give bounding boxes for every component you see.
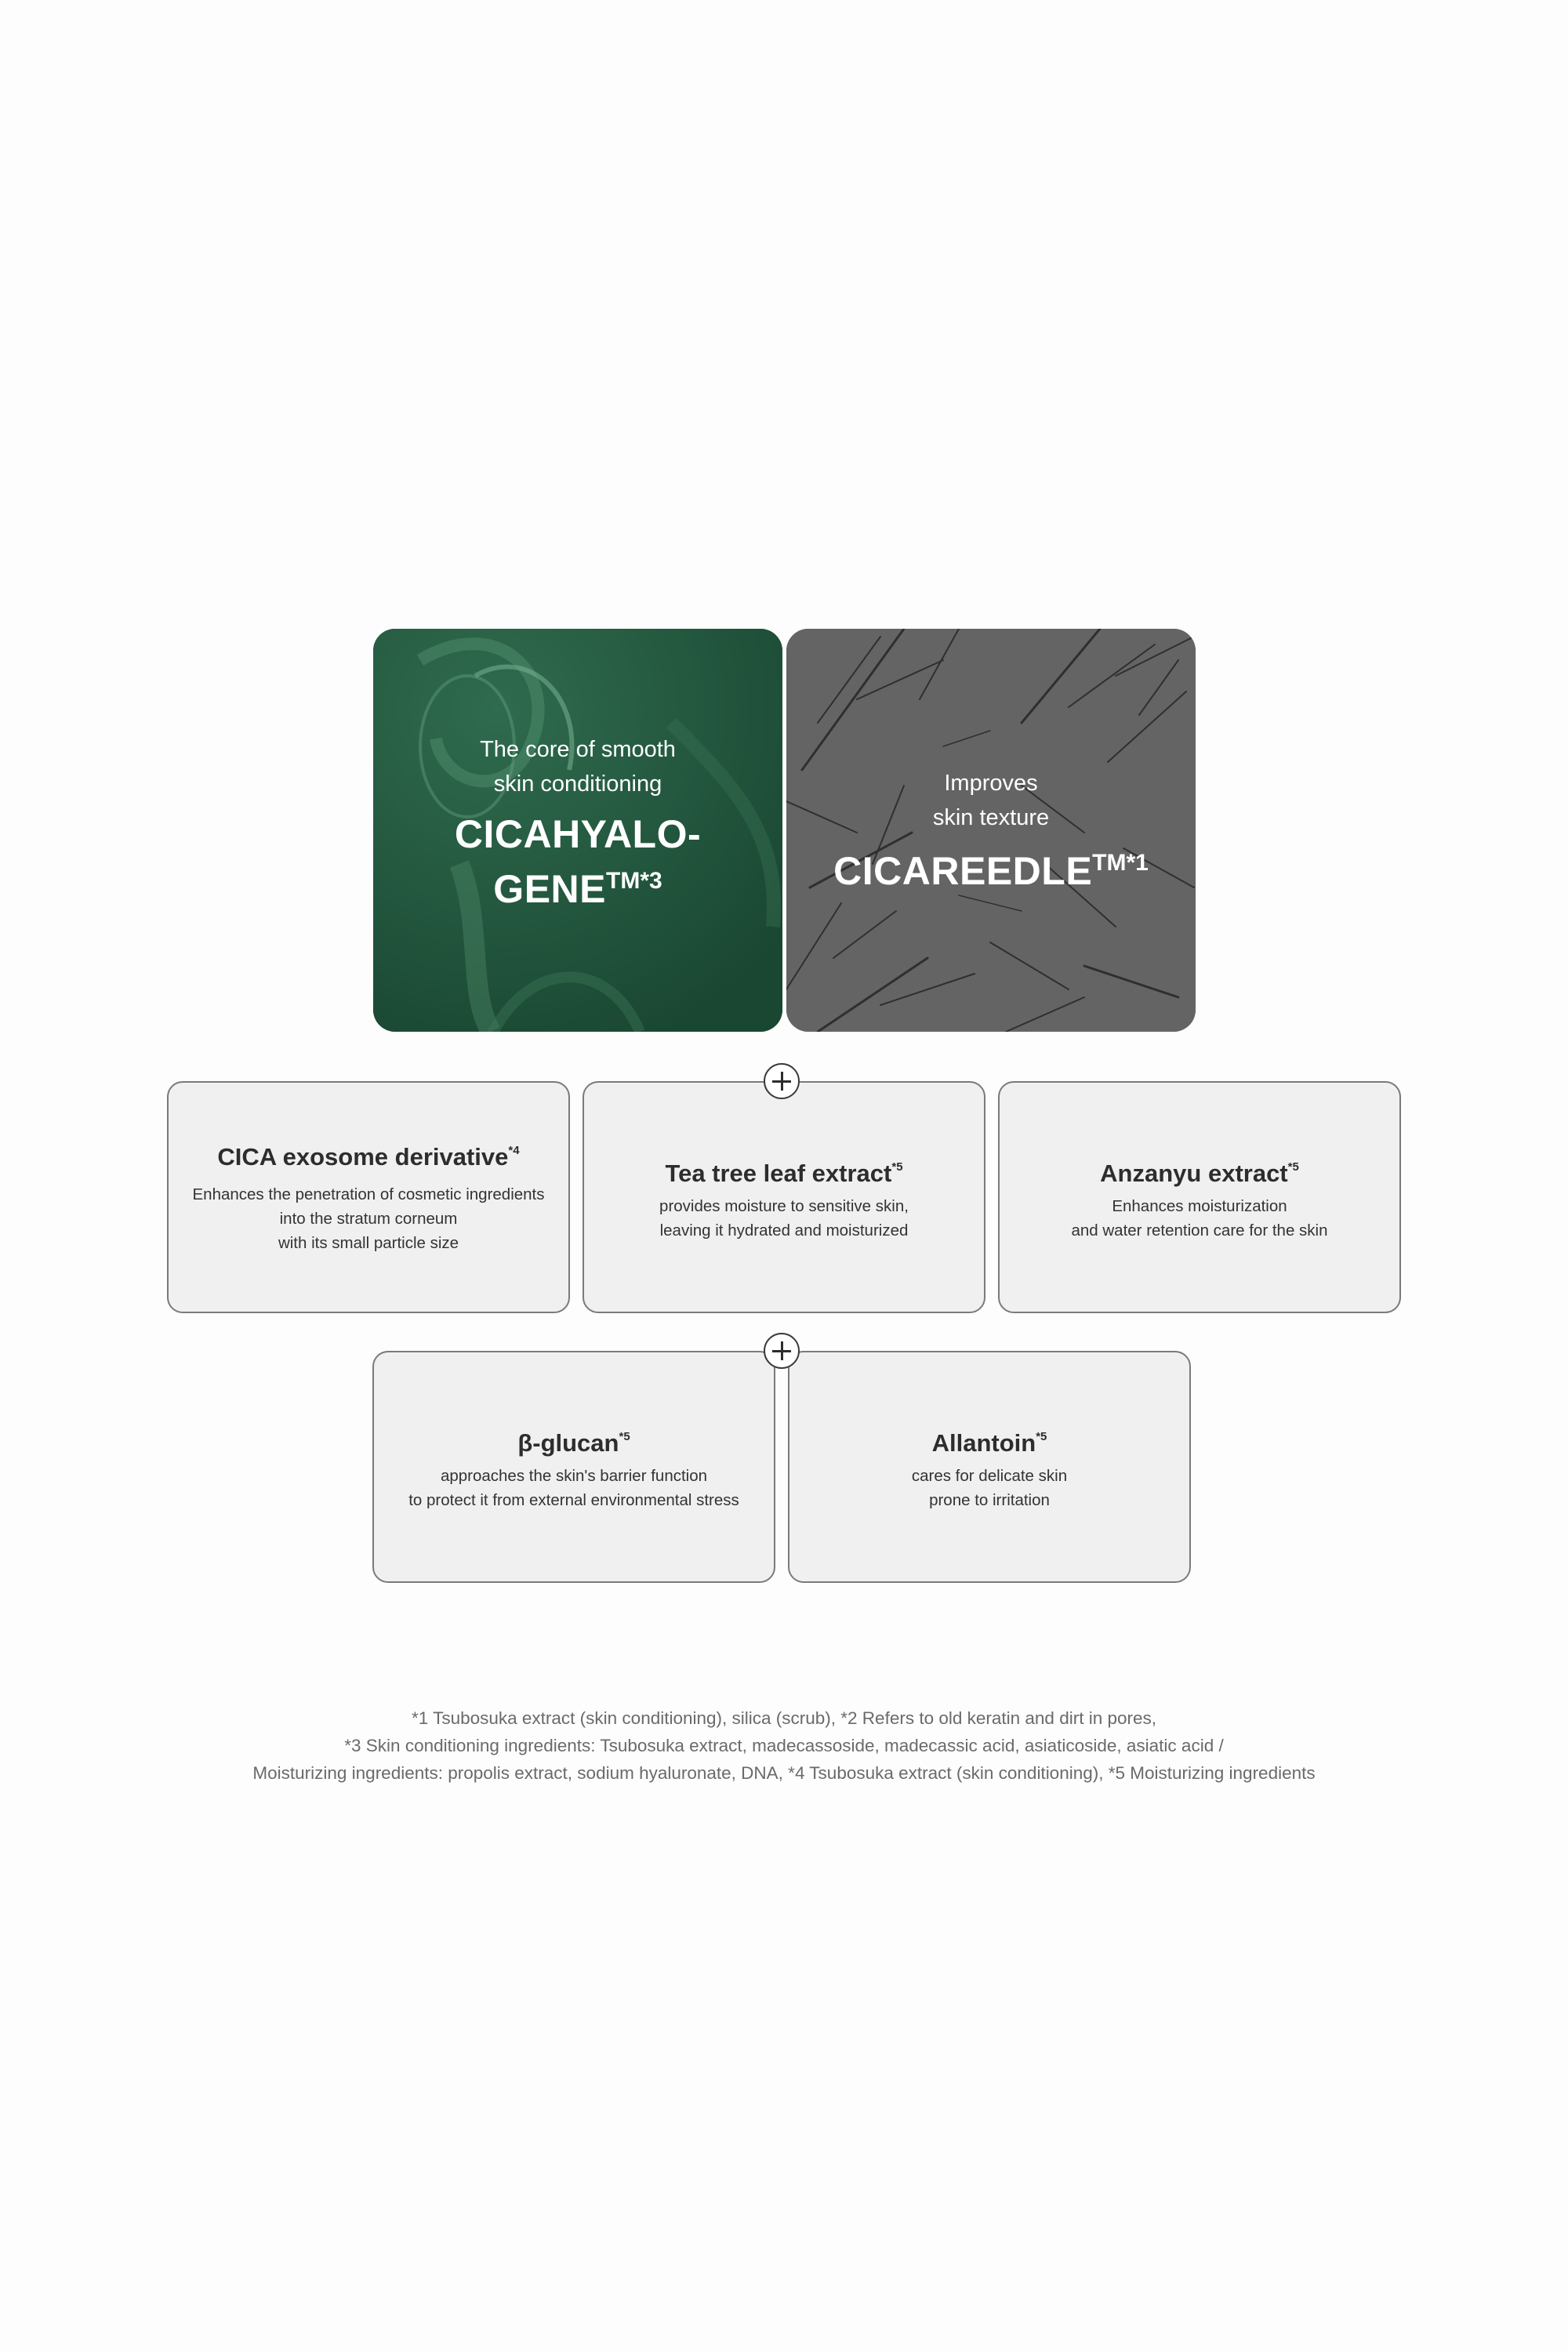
ingredient-title: Allantoin$^{*5}$ [931,1429,1047,1457]
ingredient-superscript: *5 [891,1160,903,1174]
ingredient-description: Enhances moisturization and water retention care for the skin [1071,1197,1328,1240]
ingredient-title: Tea tree leaf extract$^{*5}$ [665,1160,903,1187]
ingredient-superscript: *5 [1287,1160,1299,1174]
ingredient-card-beta-glucan [372,1351,775,1583]
ingredient-title: β-glucan$^{*5}$ [517,1429,630,1457]
footnote-line: Moisturizing ingredients: propolis extract, sodium hyaluronate, DNA, *4 Tsubosuka extract (skin conditioning), *5 Moisturizing ingredients [252,1763,1316,1783]
hero-cicareedle [786,629,1196,1032]
hero-title-superscript: TM*3 [606,868,662,894]
hero-title-superscript: TM*1 [1092,850,1149,876]
ingredient-card-anzanyu [998,1081,1401,1313]
ingredient-superscript: *5 [619,1430,630,1443]
ingredient-superscript: *5 [1036,1430,1047,1443]
ingredient-card-allantoin [788,1351,1191,1583]
footnote-line: *3 Skin conditioning ingredients: Tsubosuka extract, madecassoside, madecassic acid, asiaticoside, asiatic acid / [344,1736,1224,1755]
hero-title: $CICAREEDLE^{TM*1}$ [833,849,1149,893]
ingredient-description: approaches the skin's barrier function to protect it from external environmental stress [408,1467,739,1509]
plus-icon [764,1063,800,1099]
ingredient-description: provides moisture to sensitive skin, leaving it hydrated and moisturized [659,1197,909,1240]
hero-cicahyalogene [373,629,782,1032]
hero-title: CICAHYALO- $GENE^{TM*3}$ [454,812,702,911]
ingredient-title: CICA exosome derivative$^{*4}$ [217,1142,520,1171]
ingredient-card-cica-exosome [167,1081,570,1313]
ingredient-superscript: *4 [508,1143,520,1157]
hero-subtitle: The core of smooth skin conditioning [480,737,676,797]
ingredient-description: Enhances the penetration of cosmetic ingredients into the stratum corneum with its small particle size [192,1185,545,1252]
ingredient-description: cares for delicate skin prone to irritation [911,1467,1068,1509]
ingredient-card-tea-tree [583,1081,985,1313]
hero-subtitle: Improves skin texture [932,771,1050,830]
footnotes [78,1704,1490,1787]
ingredient-title: Anzanyu extract$^{*5}$ [1100,1160,1299,1187]
plus-icon [764,1333,800,1369]
footnote-line: *1 Tsubosuka extract (skin conditioning), silica (scrub), *2 Refers to old keratin and dirt in pores, [411,1708,1157,1728]
